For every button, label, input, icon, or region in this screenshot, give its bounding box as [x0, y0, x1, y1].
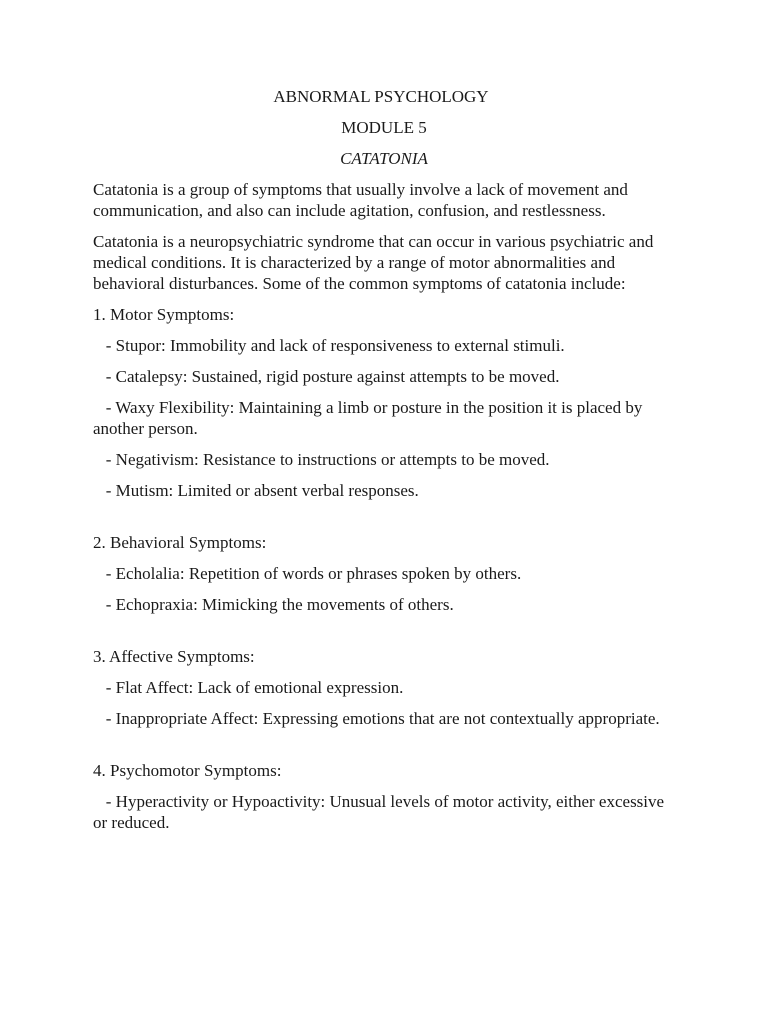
section-heading: 4. Psychomotor Symptoms: [93, 761, 282, 780]
blank-line [93, 739, 675, 760]
section-behavioral-symptoms [93, 532, 675, 615]
symptom-item: - Echopraxia: Mimicking the movements of others. [93, 595, 454, 614]
blank-line [93, 625, 675, 646]
symptom-item: - Mutism: Limited or absent verbal responses. [93, 481, 419, 500]
topic-title: CATATONIA [340, 149, 428, 168]
symptom-item: - Flat Affect: Lack of emotional expression. [93, 678, 404, 697]
symptom-item: - Stupor: Immobility and lack of responsiveness to external stimuli. [93, 336, 565, 355]
symptom-item: - Hyperactivity or Hypoactivity: Unusual levels of motor activity, either excessive or reduced. [93, 792, 669, 832]
section-heading: 1. Motor Symptoms: [93, 305, 235, 324]
symptom-item: - Inappropriate Affect: Expressing emotions that are not contextually appropriate. [93, 709, 660, 728]
blank-line [93, 511, 675, 532]
section-motor-symptoms [93, 304, 675, 501]
section-affective-symptoms [93, 646, 675, 729]
section-heading: 2. Behavioral Symptoms: [93, 533, 267, 552]
symptom-item: - Waxy Flexibility: Maintaining a limb or posture in the position it is placed by another person. [93, 398, 647, 438]
document-page [93, 86, 675, 843]
module-number: MODULE 5 [341, 118, 427, 137]
section-heading: 3. Affective Symptoms: [93, 647, 255, 666]
intro-paragraph-2: Catatonia is a neuropsychiatric syndrome that can occur in various psychiatric and medical conditions. It is characterized by a range of motor abnormalities and behavioral disturbances. Some of the common symptoms of catatonia include: [93, 232, 654, 293]
symptom-item: - Negativism: Resistance to instructions or attempts to be moved. [93, 450, 550, 469]
intro-paragraph-1: Catatonia is a group of symptoms that usually involve a lack of movement and communication, and also can include agitation, confusion, and restlessness. [93, 180, 628, 220]
symptom-item: - Echolalia: Repetition of words or phrases spoken by others. [93, 564, 522, 583]
section-psychomotor-symptoms [93, 760, 675, 833]
course-title: ABNORMAL PSYCHOLOGY [273, 87, 489, 106]
symptom-item: - Catalepsy: Sustained, rigid posture against attempts to be moved. [93, 367, 560, 386]
